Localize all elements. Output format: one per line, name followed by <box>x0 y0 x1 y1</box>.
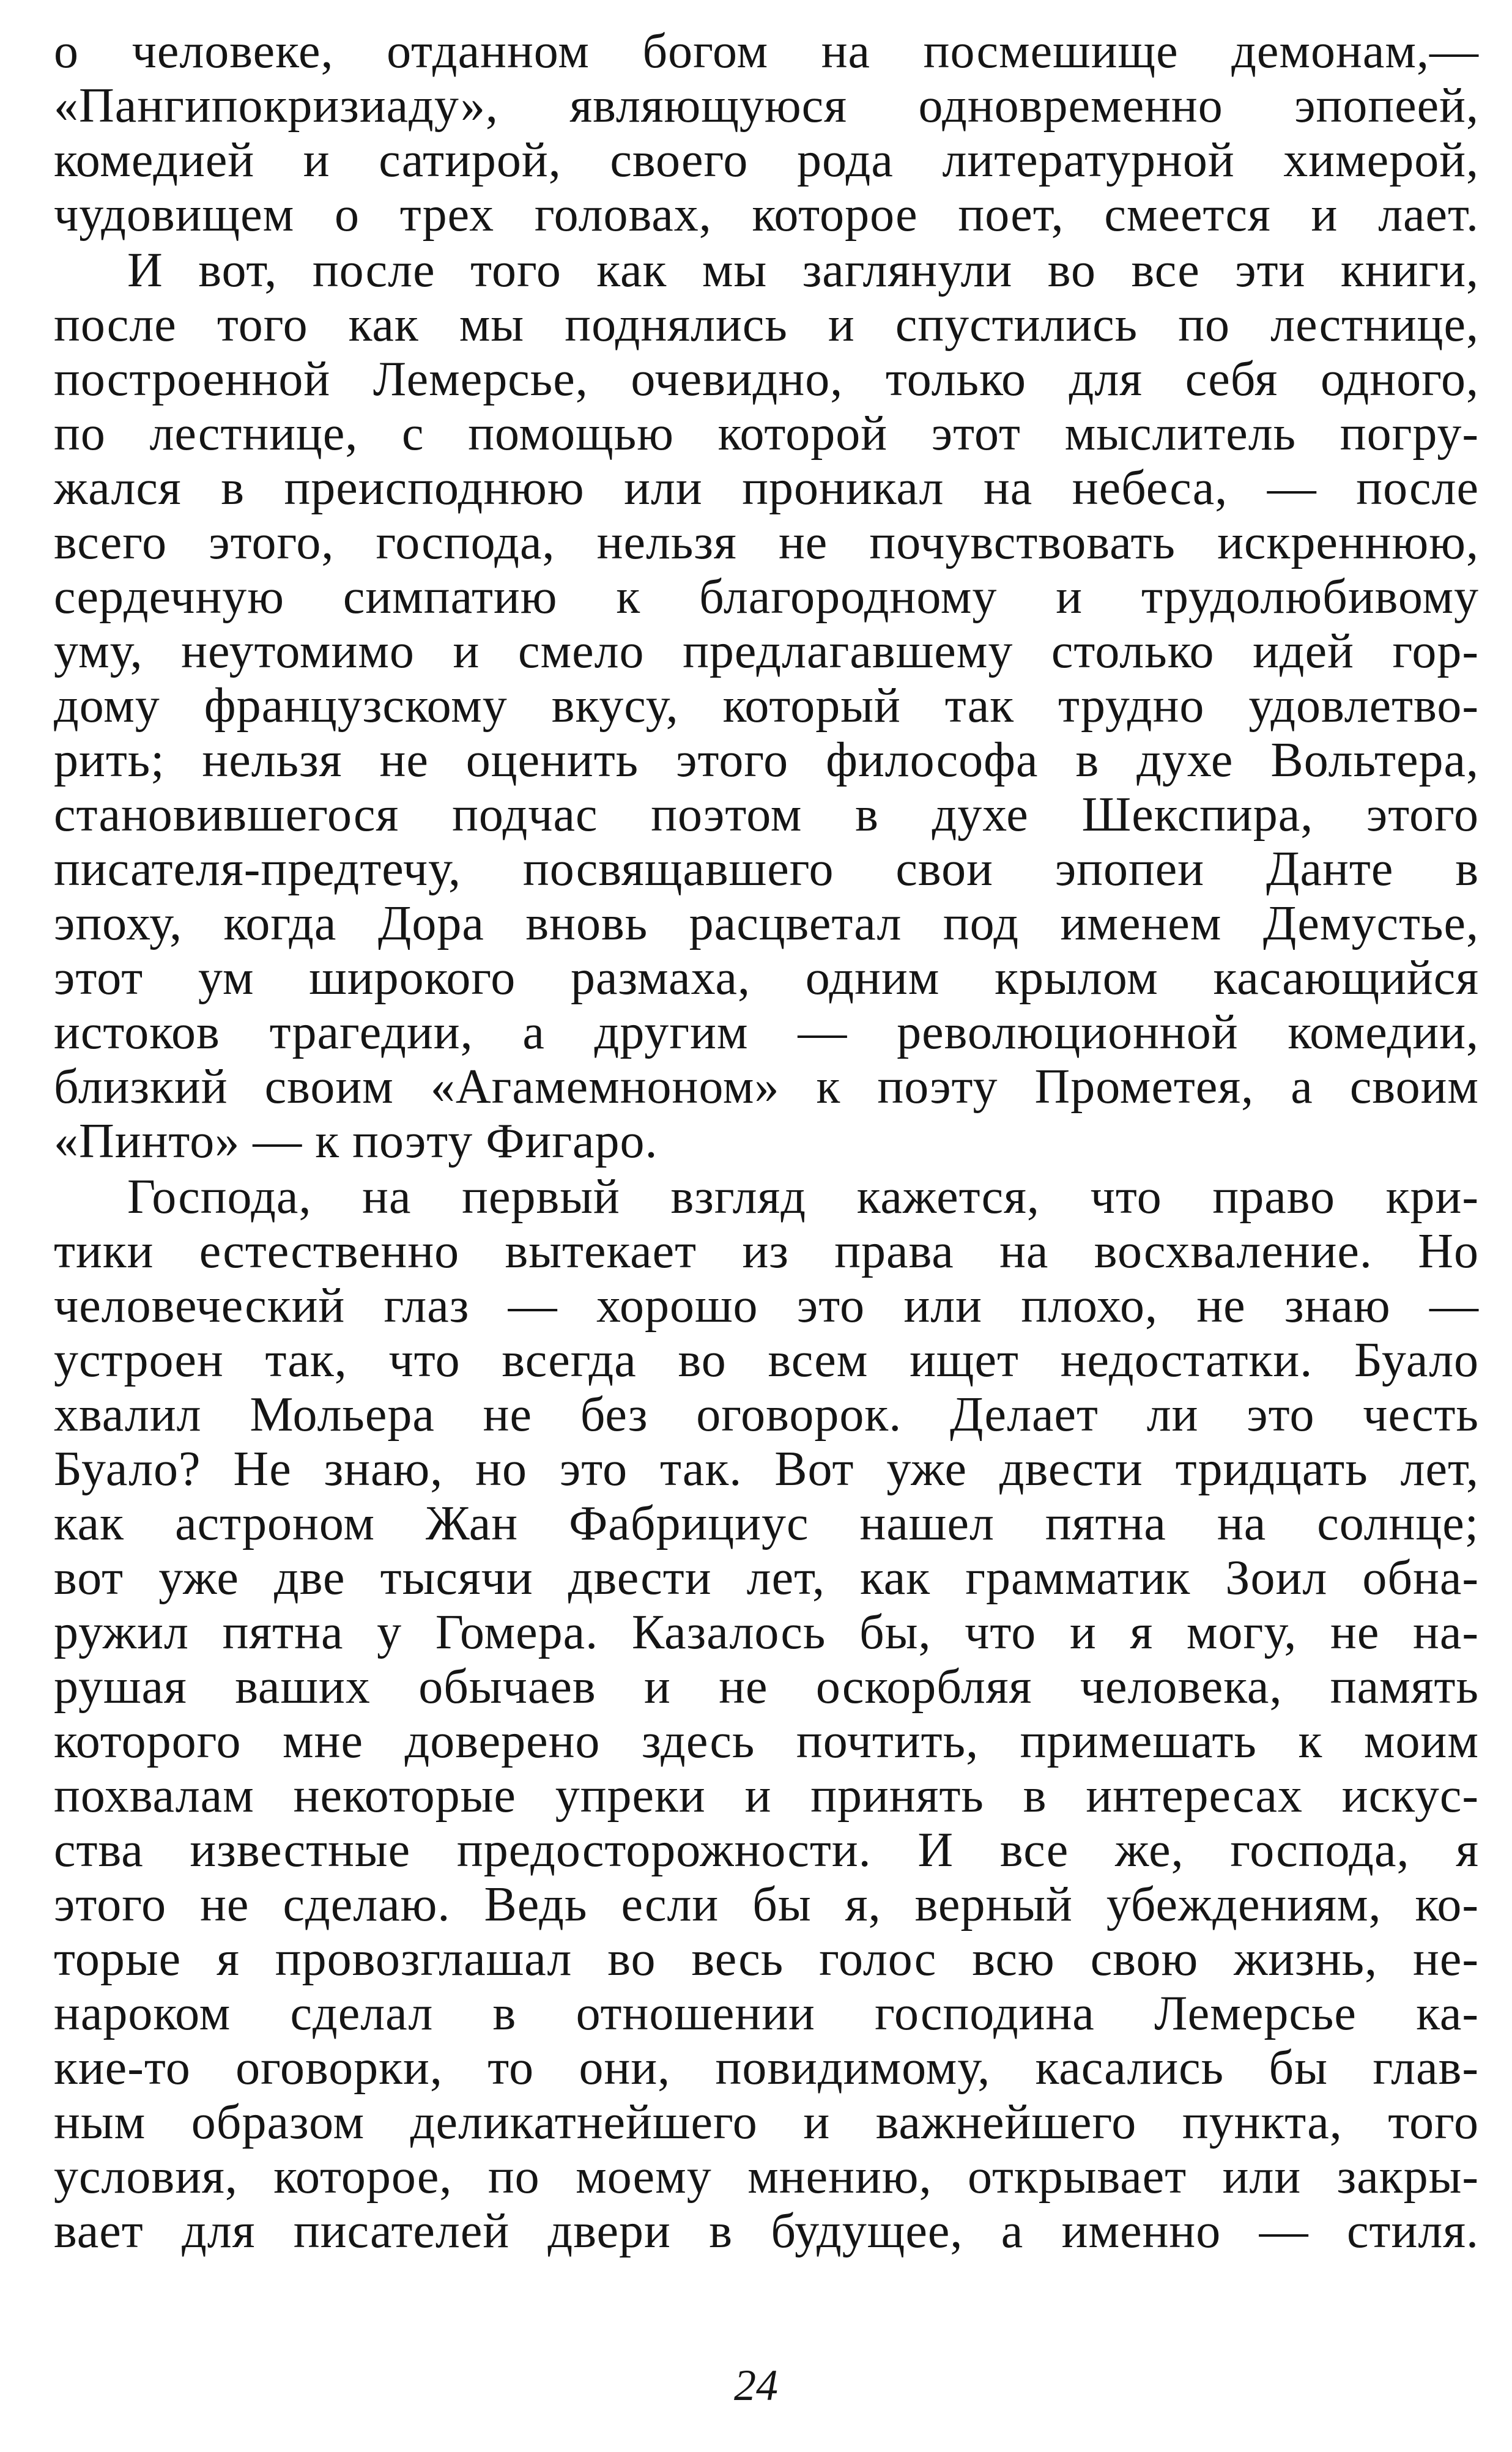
text-line: уму, неутомимо и смело предлагавшему столько идей гор- <box>54 624 1479 678</box>
text-line: «Пинто» — к поэту Фигаро. <box>54 1114 658 1168</box>
text-line: комедией и сатирой, своего рода литературной химерой, <box>54 133 1479 187</box>
text-line: кие-то оговорки, то они, повидимому, касались бы глав- <box>54 2041 1479 2095</box>
text-line: условия, которое, по моему мнению, открывает или закры- <box>54 2150 1479 2204</box>
text-line: эпоху, когда Дора вновь расцветал под именем Демустье, <box>54 897 1479 950</box>
text-line: которого мне доверено здесь почтить, примешать к моим <box>54 1714 1479 1768</box>
text-line: сердечную симпатию к благородному и трудолюбивому <box>54 570 1479 624</box>
text-line: «Пангипокризиаду», являющуюся одновременно эпопеей, <box>54 79 1479 133</box>
text-line: Господа, на первый взгляд кажется, что право кри- <box>127 1170 1479 1224</box>
text-line: этот ум широкого размаха, одним крылом касающийся <box>54 951 1479 1005</box>
text-line: чудовищем о трех головах, которое поет, смеется и лает. <box>54 188 1479 242</box>
text-line: нароком сделал в отношении господина Лемерсье ка- <box>54 1987 1479 2040</box>
text-line: построенной Лемерсье, очевидно, только для себя одного, <box>54 352 1479 406</box>
text-line: близкий своим «Агамемноном» к поэту Прометея, а своим <box>54 1060 1479 1114</box>
paragraph-3 <box>54 1170 1479 2259</box>
text-line: человеческий глаз — хорошо это или плохо, не знаю — <box>54 1279 1479 1333</box>
text-line: вот уже две тысячи двести лет, как грамматик Зоил обна- <box>54 1551 1479 1605</box>
text-line: дому французскому вкусу, который так трудно удовлетво- <box>54 679 1479 733</box>
book-page <box>54 24 1479 2260</box>
text-line: рить; нельзя не оценить этого философа в духе Вольтера, <box>54 733 1479 787</box>
text-line: хвалил Мольера не без оговорок. Делает ли это честь <box>54 1388 1479 1442</box>
text-line: вает для писателей двери в будущее, а именно — стиля. <box>54 2204 1479 2258</box>
text-line: ства известные предосторожности. И все же, господа, я <box>54 1823 1479 1877</box>
text-line: И вот, после того как мы заглянули во все эти книги, <box>127 243 1479 297</box>
text-line: похвалам некоторые упреки и принять в интересах искус- <box>54 1769 1479 1823</box>
text-line: этого не сделаю. Ведь если бы я, верный убеждениям, ко- <box>54 1878 1479 1932</box>
text-line: ружил пятна у Гомера. Казалось бы, что и я могу, не на- <box>54 1606 1479 1659</box>
text-line: Буало? Не знаю, но это так. Вот уже двести тридцать лет, <box>54 1442 1479 1496</box>
paragraph-2 <box>54 243 1479 1169</box>
text-line: устроен так, что всегда во всем ищет недостатки. Буало <box>54 1333 1479 1387</box>
text-line: истоков трагедии, а другим — революционной комедии, <box>54 1006 1479 1059</box>
paragraph-1 <box>54 24 1479 242</box>
text-line: о человеке, отданном богом на посмешище демонам,— <box>54 24 1479 78</box>
text-line: всего этого, господа, нельзя не почувствовать искреннюю, <box>54 516 1479 569</box>
text-line: тики естественно вытекает из права на восхваление. Но <box>54 1224 1479 1278</box>
text-line: по лестнице, с помощью которой этот мыслитель погру- <box>54 407 1479 461</box>
text-line: как астроном Жан Фабрициус нашел пятна на солнце; <box>54 1497 1479 1550</box>
text-line: жался в преисподнюю или проникал на небеса, — после <box>54 461 1479 515</box>
page-number: 24 <box>734 2361 778 2410</box>
text-line: писателя-предтечу, посвящавшего свои эпопеи Данте в <box>54 842 1479 896</box>
text-line: рушая ваших обычаев и не оскорбляя человека, память <box>54 1660 1479 1714</box>
text-line: становившегося подчас поэтом в духе Шекспира, этого <box>54 788 1479 842</box>
text-line: после того как мы поднялись и спустились по лестнице, <box>54 298 1479 352</box>
text-line: торые я провозглашал во весь голос всю свою жизнь, не- <box>54 1932 1479 1986</box>
text-line: ным образом деликатнейшего и важнейшего пункта, того <box>54 2095 1479 2149</box>
